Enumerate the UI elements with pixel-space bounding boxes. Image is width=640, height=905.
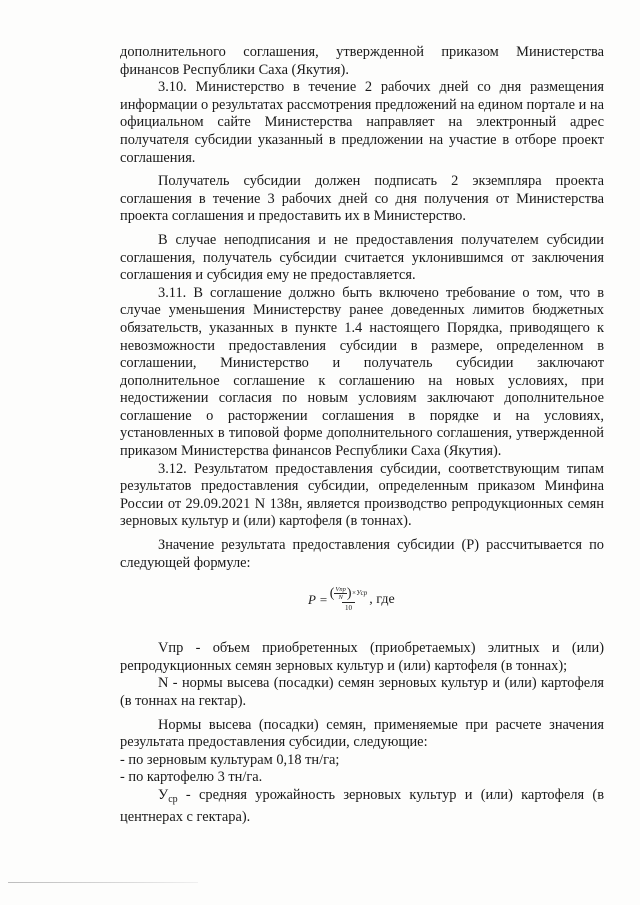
paragraph-formula-intro: Значение результата предоставления субсидии (Р) рассчитывается по следующей формуле:	[120, 537, 604, 571]
footer-rule	[8, 882, 198, 883]
paragraph-agreement-end: дополнительного соглашения, утвержденной приказом Министерства финансов Республики Саха (Якутия).	[120, 44, 604, 78]
formula-suffix: , где	[369, 591, 395, 607]
paragraph-3-10: 3.10. Министерство в течение 2 рабочих дней со дня размещения информации о результатах рассмотрения предложений на едином портале и на официальном сайте Министерства направляет на электронный адрес получателя субсидии указанный в предложении на участие в отборе проект соглашения.	[120, 79, 604, 166]
paragraph-3-12: 3.12. Результатом предоставления субсидии, соответствующим типам результатов предоставления субсидии, определенным приказом Минфина России от 29.09.2021 N 138н, является производство репродукционных семян зерновых культур и (или) картофеля (в тоннах).	[120, 460, 604, 530]
formula-multiplier: ×Уср	[351, 589, 368, 598]
result-formula	[308, 586, 395, 613]
formula-outer-fraction	[330, 586, 368, 613]
list-item-grain: - по зерновым культурам 0,18 тн/га;	[120, 751, 340, 768]
formula-inner-fraction	[334, 586, 346, 601]
paragraph-3-11: 3.11. В соглашение должно быть включено требование о том, что в случае уменьшения Министерству ранее доведенных лимитов бюджетных обязательств, указанных в пункте 1.4 настоящего Порядка, приводящего к невозможности предоставления субсидии в размере, определенном в соглашении, Министерство и получатель субсидии заключают дополнительное соглашение к соглашению на новых условиях, при недостижении согласия по новым условиям заключают дополнительное соглашение о расторжении соглашения в порядке и на условиях, установленных в типовой форме дополнительного соглашения, утвержденной приказом Министерства финансов Республики Саха (Якутия).	[120, 284, 604, 460]
ucp-symbol: У	[158, 786, 169, 803]
document-body	[120, 44, 604, 826]
paragraph-sowing-norms: Нормы высева (посадки) семян, применяемые при расчете значения результата предоставления субсидии, следующие:	[120, 716, 604, 751]
ucp-text: - средняя урожайность зерновых культур и (или) картофеля (в центнерах с гектара).	[120, 786, 604, 825]
definition-ucp	[120, 787, 604, 826]
formula-inner-denominator: N	[338, 594, 343, 602]
formula-lhs: P =	[308, 591, 328, 607]
formula-denominator: 10	[342, 602, 355, 613]
formula-block	[120, 584, 604, 630]
formula-numerator: ( $\frac{\text{Vпр}}{N}$ ) ×Уср	[329, 585, 368, 602]
paragraph-non-signing: В случае неподписания и не предоставления получателем субсидии соглашения, получатель субсидии считается уклонившимся от заключения соглашения и субсидия ему не предоставляется.	[120, 231, 604, 284]
paragraph-sign-agreement: Получатель субсидии должен подписать 2 экземпляра проекта соглашения в течение 3 рабочих дней со дня получения от Министерства проекта соглашения и предоставить их в Министерство.	[120, 173, 604, 225]
list-item-potato: - по картофелю 3 тн/га.	[120, 769, 263, 786]
ucp-subscript: ср	[168, 793, 178, 805]
definition-n: N - нормы высева (посадки) семян зерновых культур и (или) картофеля (в тоннах на гектар).	[120, 675, 604, 709]
definition-vpr: Vпр - объем приобретенных (приобретаемых) элитных и (или) репродукционных семян зерновых культур и (или) картофеля (в тоннах);	[120, 640, 604, 674]
formula-inner-numerator: Vпр	[335, 586, 346, 594]
